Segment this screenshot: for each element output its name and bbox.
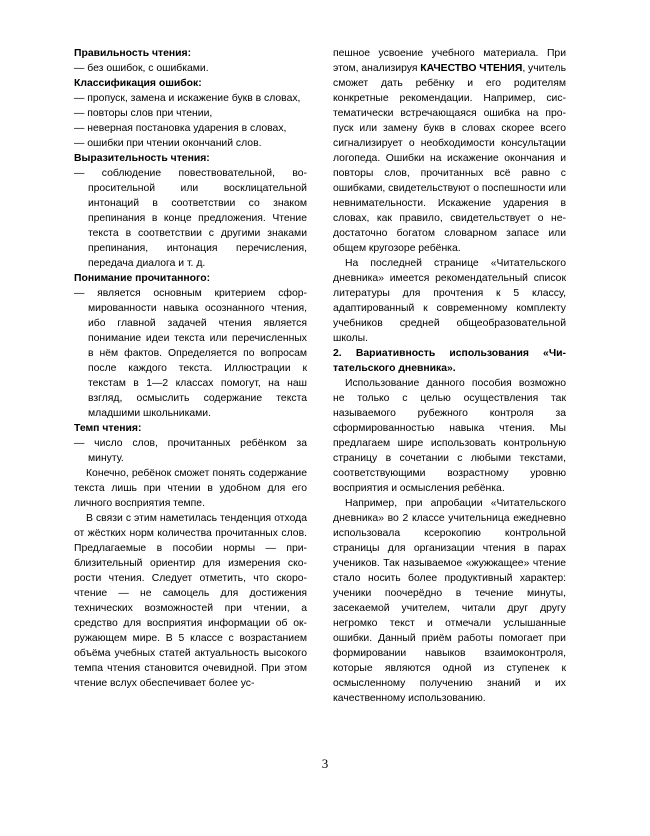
bullet-item: — без ошибок, с ошибками.: [74, 63, 209, 74]
two-column-body: [74, 46, 566, 706]
bullet-item: — ошибки при чтении окончаний слов.: [74, 138, 262, 149]
emphasis-text: КАЧЕСТВО ЧТЕНИЯ: [420, 63, 523, 74]
subheading: Понимание прочитанного:: [74, 273, 211, 284]
right-column: [333, 46, 566, 706]
paragraph: Например, при апробации «Читательского дневника» во 2 классе учительница ежедневно использовала ксерокопию контрольной страницы для организации чтения в парах учеников. Так называемое «жужжащее» чтение стало носить более продуктивный характер: ученики поочерёдно в течение минуты, засекаемой учителем, читали друг другу негромко текст и отмечали услышанные ошибки. Данный приём работы помогает при формировании навыков взаимоконтроля, которые являются одной из ступенек к осмысленному получению знаний и их качественному использованию.: [333, 498, 566, 704]
paragraph: Конечно, ребёнок сможет понять содержание текста лишь при чтении в удобном для его личного восприятия темпе.: [74, 468, 307, 509]
paragraph: Использование данного пособия возможно не только с целью осуществления так называемого рубежного контроля за сформированностью навыка чтения. Мы предлагаем шире использовать контрольную страницу в сочетании с любыми текстами, соответствующими возрастному уровню восприятия и осмысления ребёнка.: [333, 378, 566, 494]
paragraph-text: пешное усвоение учебного материала. При этом, анализируя: [333, 48, 566, 74]
bullet-item: — неверная постановка ударения в словах,: [74, 123, 287, 134]
bullet-item: — повторы слов при чтении,: [74, 108, 213, 119]
bullet-item: — является основным критерием сформированности навыка осознанного чтения, ибо главной задачей чтения является понимание идеи текста или перечисленных в нём фактов. Определяется по вопросам после каждого текста. Иллюстрации к текстам в 1—2 классах помогут, на наш взгляд, осмыслить содержание текста младшими школьниками.: [74, 288, 307, 419]
subheading: Темп чтения:: [74, 423, 142, 434]
paragraph: В связи с этим наметилась тенденция отхода от жёстких норм количества прочитанных слов. Предлагаемые в пособии нормы — приблизительный ориентир для измерения скорости чтения. Следует отметить, что скорочтение — не самоцель для достижения технических возможностей при чтении, а средство для восприятия информации об окружающем мире. В 5 классе с возрастанием объёма учебных статей актуальность высокого темпа чтения становится очевидной. При этом чтение вслух обеспечивает более ус-: [74, 513, 307, 689]
page-number: 3: [321, 756, 329, 771]
section-heading: 2. Вариативность использования «Читательского дневника».: [333, 348, 566, 374]
paragraph: [333, 46, 566, 256]
bullet-item: — число слов, прочитанных ребёнком за минуту.: [74, 438, 307, 464]
subheading: Классификация ошибок:: [74, 78, 202, 89]
paragraph-text: , учитель сможет дать ребёнку и его родителям конкретные рекомендации. Например, систематически встречающаяся ошибка на пропуск или замену букв в словах скорее всего сигнализирует о необходимости консультации логопеда. Ошибки на искажение окончания и повторы слов, прочитанных всё равно с ошибками, свидетельствуют о поспешности или невнимательности. Искажение ударения в словах, как правило, свидетельствует о недостаточно богатом словарном запасе или общем кругозоре ребёнка.: [333, 63, 567, 254]
subheading: Выразительность чтения:: [74, 153, 210, 164]
bullet-item: — соблюдение повествовательной, вопросительной или восклицательной интонаций в соответствии со знаком препинания в конце предложения. Чтение текста в соответствии с другими знаками препинания, интонация перечисления, передача диалога и т. д.: [74, 168, 307, 269]
paragraph: На последней странице «Читательского дневника» имеется рекомендательный список литературы для прочтения к 5 классу, адаптированный к современному комплекту учебников средней общеобразовательной школы.: [333, 258, 566, 344]
bullet-item: — пропуск, замена и искажение букв в словах,: [74, 93, 301, 104]
left-column: [74, 46, 307, 691]
subheading: Правильность чтения:: [74, 48, 192, 59]
